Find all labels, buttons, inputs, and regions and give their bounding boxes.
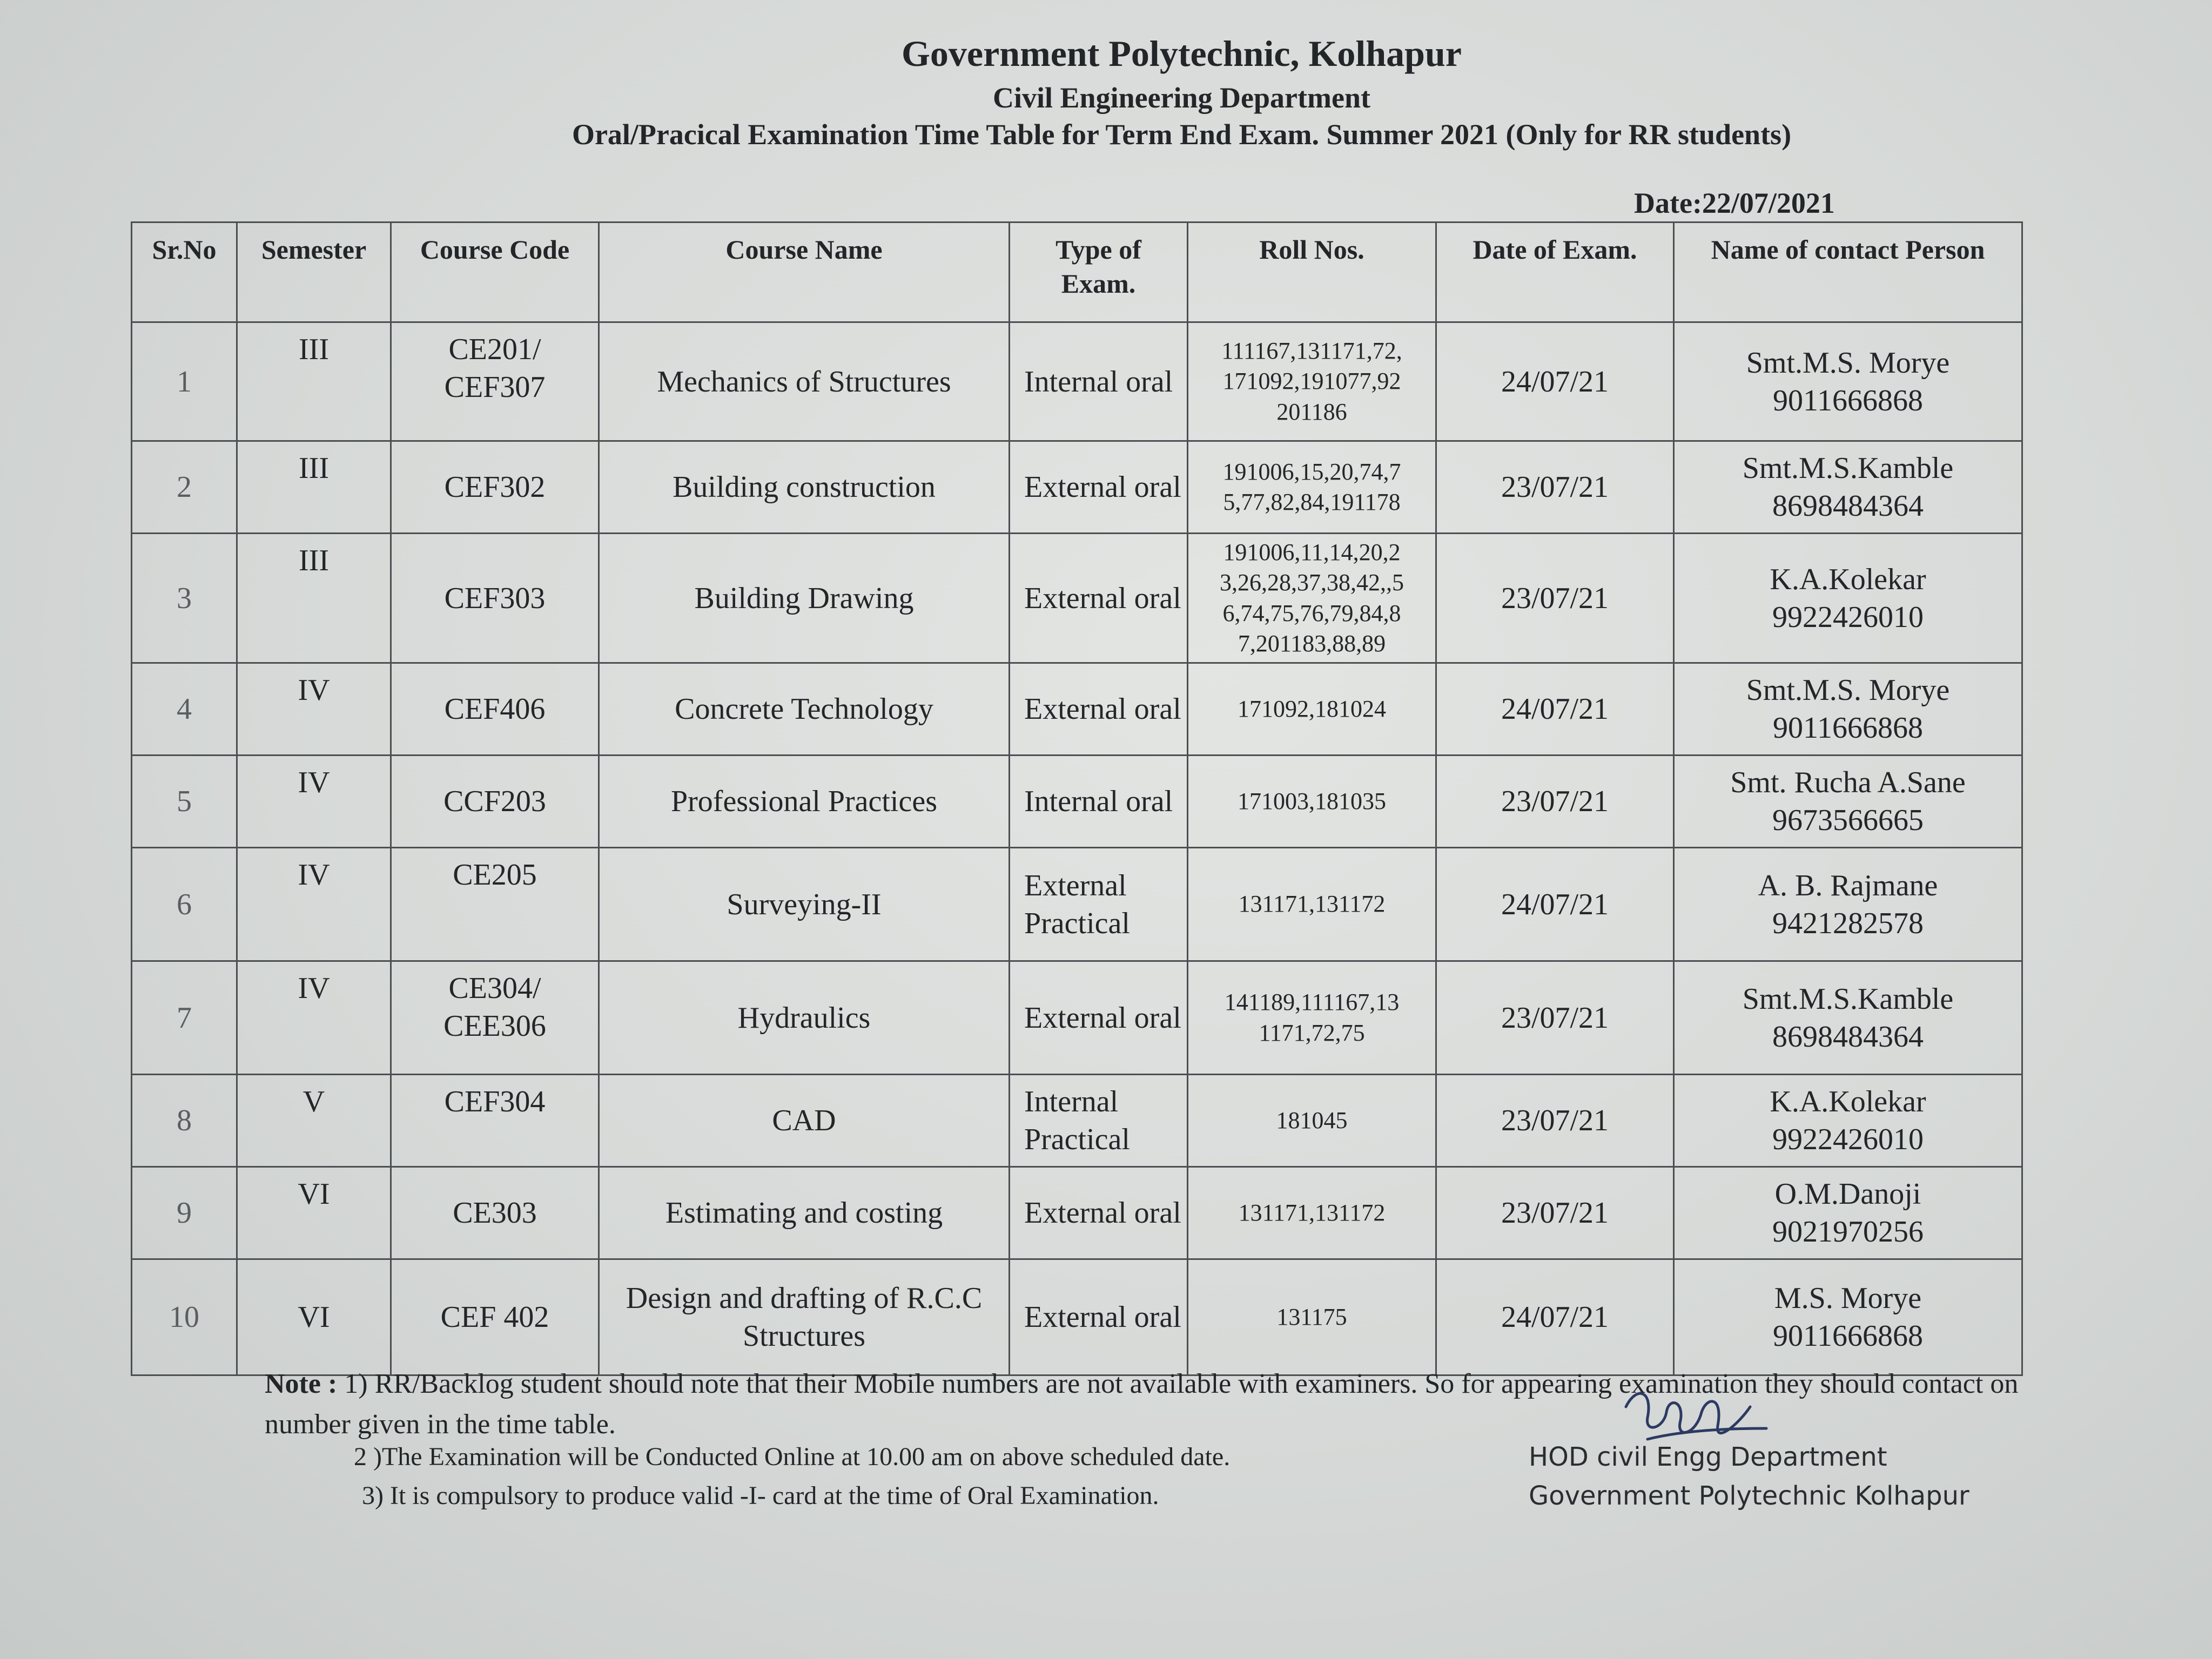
contact-phone: 9922426010 <box>1772 600 1924 634</box>
col-header-srno: Sr.No <box>132 222 237 322</box>
contact-name: Smt.M.S. Morye <box>1746 346 1950 380</box>
contact-name: K.A.Kolekar <box>1770 562 1926 596</box>
cell-srno: 1 <box>132 322 237 441</box>
cell-exam-date: 24/07/21 <box>1436 663 1674 756</box>
cell-contact <box>1674 441 2022 534</box>
contact-name: Smt. Rucha A.Sane <box>1730 766 1966 799</box>
cell-course-name: Hydraulics <box>599 961 1010 1075</box>
cell-semester: III <box>237 322 391 441</box>
note-1-text: 1) RR/Backlog student should note that their Mobile numbers are not available with examiners. So for appearing examination they should contact on number given in the time table. <box>265 1368 2019 1440</box>
cell-exam-type: External oral <box>1010 663 1188 756</box>
table-row <box>132 441 2022 534</box>
contact-name: Smt.M.S.Kamble <box>1742 982 1954 1016</box>
cell-semester: IV <box>237 961 391 1075</box>
signatory-institution: Government Polytechnic Kolhapur <box>1529 1481 1969 1511</box>
cell-course-code: CEF304 <box>391 1075 599 1167</box>
cell-contact <box>1674 322 2022 441</box>
cell-course-name: Estimating and costing <box>599 1167 1010 1259</box>
cell-contact <box>1674 848 2022 961</box>
cell-course-code: CE303 <box>391 1167 599 1259</box>
cell-exam-date: 24/07/21 <box>1436 848 1674 961</box>
cell-roll-nos: 141189,111167,13 1171,72,75 <box>1188 961 1436 1075</box>
cell-semester: VI <box>237 1167 391 1259</box>
contact-phone: 9421282578 <box>1772 906 1924 940</box>
cell-roll-nos: 131175 <box>1188 1259 1436 1375</box>
contact-name: Smt.M.S. Morye <box>1746 673 1950 707</box>
contact-name: A. B. Rajmane <box>1758 868 1938 902</box>
col-header-course-code: Course Code <box>391 222 599 322</box>
issue-date: Date:22/07/2021 <box>1634 187 1835 219</box>
cell-course-code: CCF203 <box>391 756 599 848</box>
cell-exam-date: 23/07/21 <box>1436 534 1674 663</box>
cell-srno: 6 <box>132 848 237 961</box>
cell-course-code: CE201/ CEF307 <box>391 322 599 441</box>
cell-course-name: Concrete Technology <box>599 663 1010 756</box>
cell-roll-nos: 181045 <box>1188 1075 1436 1167</box>
cell-roll-nos: 171092,181024 <box>1188 663 1436 756</box>
cell-exam-type: External Practical <box>1010 848 1188 961</box>
contact-phone: 9011666868 <box>1773 1319 1923 1353</box>
table-row <box>132 961 2022 1075</box>
cell-course-name: Building Drawing <box>599 534 1010 663</box>
cell-contact <box>1674 534 2022 663</box>
cell-srno: 2 <box>132 441 237 534</box>
cell-exam-date: 23/07/21 <box>1436 756 1674 848</box>
contact-name: K.A.Kolekar <box>1770 1085 1926 1118</box>
cell-course-name: Mechanics of Structures <box>599 322 1010 441</box>
cell-course-code: CE205 <box>391 848 599 961</box>
cell-semester: III <box>237 441 391 534</box>
cell-srno: 9 <box>132 1167 237 1259</box>
cell-srno: 7 <box>132 961 237 1075</box>
cell-srno: 3 <box>132 534 237 663</box>
cell-exam-type: External oral <box>1010 1259 1188 1375</box>
timetable <box>131 221 2023 1376</box>
col-header-exam-date: Date of Exam. <box>1436 222 1674 322</box>
cell-srno: 10 <box>132 1259 237 1375</box>
table-row <box>132 1259 2022 1375</box>
cell-contact <box>1674 961 2022 1075</box>
cell-course-code: CEF 402 <box>391 1259 599 1375</box>
cell-course-name: Professional Practices <box>599 756 1010 848</box>
timetable-subtitle: Oral/Pracical Examination Time Table for Term End Exam. Summer 2021 (Only for RR students) <box>572 118 1792 151</box>
note-3: 3) It is compulsory to produce valid -I- card at the time of Oral Examination. <box>362 1481 1159 1510</box>
cell-exam-date: 23/07/21 <box>1436 961 1674 1075</box>
cell-roll-nos: 131171,131172 <box>1188 1167 1436 1259</box>
signatory-title: HOD civil Engg Department <box>1529 1442 1887 1472</box>
cell-exam-type: Internal oral <box>1010 756 1188 848</box>
table-row <box>132 663 2022 756</box>
table-row <box>132 1167 2022 1259</box>
table-row <box>132 848 2022 961</box>
cell-exam-date: 24/07/21 <box>1436 322 1674 441</box>
table-header-row <box>132 222 2022 322</box>
cell-exam-type: External oral <box>1010 1167 1188 1259</box>
col-header-semester: Semester <box>237 222 391 322</box>
cell-roll-nos: 191006,15,20,74,7 5,77,82,84,191178 <box>1188 441 1436 534</box>
cell-contact <box>1674 1259 2022 1375</box>
department-name: Civil Engineering Department <box>993 82 1370 114</box>
cell-exam-date: 23/07/21 <box>1436 441 1674 534</box>
cell-contact <box>1674 663 2022 756</box>
contact-phone: 9011666868 <box>1773 383 1923 417</box>
cell-semester: IV <box>237 663 391 756</box>
contact-phone: 9021970256 <box>1772 1215 1924 1249</box>
table-row <box>132 1075 2022 1167</box>
institute-title: Government Polytechnic, Kolhapur <box>902 33 1462 74</box>
cell-course-name: CAD <box>599 1075 1010 1167</box>
cell-exam-date: 23/07/21 <box>1436 1167 1674 1259</box>
cell-exam-type: Internal Practical <box>1010 1075 1188 1167</box>
col-header-contact: Name of contact Person <box>1674 222 2022 322</box>
cell-contact <box>1674 1075 2022 1167</box>
cell-roll-nos: 191006,11,14,20,2 3,26,28,37,38,42,,5 6,74,75,76,79,84,8 7,201183,88,89 <box>1188 534 1436 663</box>
contact-name: O.M.Danoji <box>1774 1177 1921 1211</box>
cell-semester: VI <box>237 1259 391 1375</box>
contact-phone: 8698484364 <box>1772 1020 1924 1054</box>
col-header-roll-nos: Roll Nos. <box>1188 222 1436 322</box>
cell-course-code: CE304/ CEE306 <box>391 961 599 1075</box>
cell-semester: V <box>237 1075 391 1167</box>
table-row <box>132 756 2022 848</box>
note-1 <box>265 1364 2063 1445</box>
note-label: Note : <box>265 1368 338 1399</box>
cell-semester: IV <box>237 756 391 848</box>
cell-srno: 4 <box>132 663 237 756</box>
cell-course-name: Design and drafting of R.C.C Structures <box>599 1259 1010 1375</box>
cell-course-code: CEF406 <box>391 663 599 756</box>
cell-course-code: CEF302 <box>391 441 599 534</box>
cell-exam-date: 24/07/21 <box>1436 1259 1674 1375</box>
cell-roll-nos: 111167,131171,72, 171092,191077,92 201186 <box>1188 322 1436 441</box>
contact-phone: 9922426010 <box>1772 1123 1924 1156</box>
col-header-course-name: Course Name <box>599 222 1010 322</box>
cell-srno: 5 <box>132 756 237 848</box>
table-row <box>132 322 2022 441</box>
cell-roll-nos: 131171,131172 <box>1188 848 1436 961</box>
cell-contact <box>1674 1167 2022 1259</box>
contact-name: M.S. Morye <box>1774 1282 1922 1315</box>
cell-contact <box>1674 756 2022 848</box>
col-header-exam-type: Type of Exam. <box>1010 222 1188 322</box>
cell-course-name: Surveying-II <box>599 848 1010 961</box>
cell-exam-type: Internal oral <box>1010 322 1188 441</box>
contact-phone: 9673566665 <box>1772 804 1924 837</box>
cell-srno: 8 <box>132 1075 237 1167</box>
note-2: 2 )The Examination will be Conducted Online at 10.00 am on above scheduled date. <box>354 1442 1231 1471</box>
cell-course-code: CEF303 <box>391 534 599 663</box>
cell-roll-nos: 171003,181035 <box>1188 756 1436 848</box>
cell-course-name: Building construction <box>599 441 1010 534</box>
cell-semester: III <box>237 534 391 663</box>
table-row <box>132 534 2022 663</box>
contact-name: Smt.M.S.Kamble <box>1742 451 1954 485</box>
cell-semester: IV <box>237 848 391 961</box>
contact-phone: 9011666868 <box>1773 711 1923 745</box>
cell-exam-type: External oral <box>1010 534 1188 663</box>
cell-exam-type: External oral <box>1010 961 1188 1075</box>
cell-exam-date: 23/07/21 <box>1436 1075 1674 1167</box>
contact-phone: 8698484364 <box>1772 489 1924 523</box>
cell-exam-type: External oral <box>1010 441 1188 534</box>
